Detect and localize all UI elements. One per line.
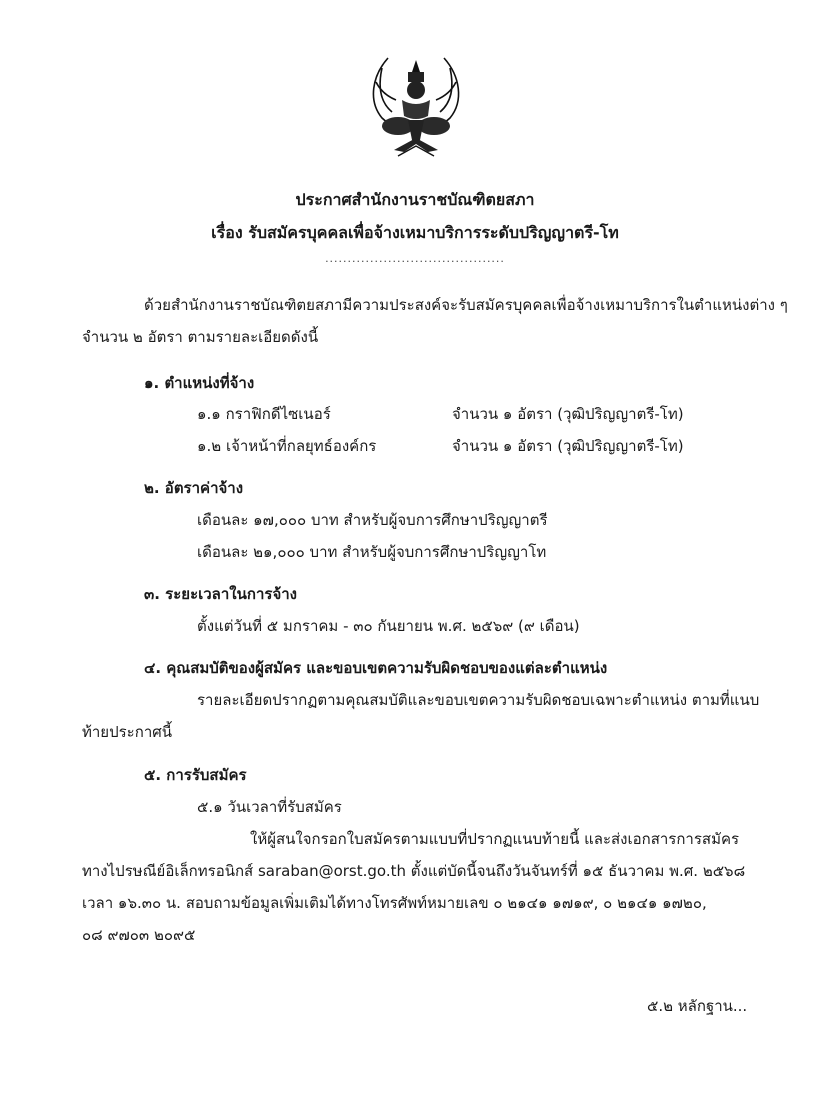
section-4-heading: ๔. คุณสมบัติของผู้สมัคร และขอบเขตความรับผิดชอบของแต่ละตำแหน่ง	[144, 659, 608, 677]
garuda-emblem-icon	[358, 46, 474, 164]
continuation-marker: ๕.๒ หลักฐาน...	[647, 997, 748, 1015]
para-2-prefix: ทางไปรษณีย์อิเล็กทรอนิกส์	[82, 862, 258, 880]
position-2-label: ๑.๒ เจ้าหน้าที่กลยุทธ์องค์กร	[197, 437, 377, 455]
wage-bachelor: เดือนละ ๑๗,๐๐๐ บาท สำหรับผู้จบการศึกษาปริญญาตรี	[197, 511, 548, 529]
section-5-heading: ๕. การรับสมัคร	[144, 766, 247, 784]
intro-line-2: จำนวน ๒ อัตรา ตามรายละเอียดดังนี้	[82, 328, 319, 346]
position-1-detail: จำนวน ๑ อัตรา (วุฒิปริญญาตรี-โท)	[452, 405, 684, 423]
intro-line-1: ด้วยสำนักงานราชบัณฑิตยสภามีความประสงค์จะรับสมัครบุคคลเพื่อจ้างเหมาบริการในตำแหน่งต่าง ๆ	[144, 296, 788, 314]
separator-dots: ........................................	[325, 252, 505, 265]
section-4-line-2: ท้ายประกาศนี้	[82, 723, 173, 741]
section-5-1-para-3: เวลา ๑๖.๓๐ น. สอบถามข้อมูลเพิ่มเติมได้ทางโทรศัพท์หมายเลข ๐ ๒๑๔๑ ๑๗๑๙, ๐ ๒๑๔๑ ๑๗๒๐,	[82, 894, 707, 912]
section-3-heading: ๓. ระยะเวลาในการจ้าง	[144, 585, 297, 603]
announcement-title: ประกาศสำนักงานราชบัณฑิตยสภา	[295, 190, 535, 209]
section-5-1-para-4: ๐๘ ๙๗๐๓ ๒๐๙๕	[82, 926, 196, 944]
employment-period: ตั้งแต่วันที่ ๕ มกราคม - ๓๐ กันยายน พ.ศ. ๒๕๖๙ (๙ เดือน)	[197, 617, 580, 635]
position-2-detail: จำนวน ๑ อัตรา (วุฒิปริญญาตรี-โท)	[452, 437, 684, 455]
section-5-1-heading: ๕.๑ วันเวลาที่รับสมัคร	[197, 798, 342, 816]
position-1-label: ๑.๑ กราฟิกดีไซเนอร์	[197, 405, 331, 423]
wage-master: เดือนละ ๒๑,๐๐๐ บาท สำหรับผู้จบการศึกษาปริญญาโท	[197, 543, 547, 561]
para-2-suffix: ตั้งแต่บัดนี้จนถึงวันจันทร์ที่ ๑๕ ธันวาคม พ.ศ. ๒๕๖๘	[405, 862, 746, 880]
section-2-heading: ๒. อัตราค่าจ้าง	[144, 479, 244, 497]
announcement-subject: เรื่อง รับสมัครบุคคลเพื่อจ้างเหมาบริการระดับปริญญาตรี-โท	[211, 223, 619, 242]
section-5-1-para-1: ให้ผู้สนใจกรอกใบสมัครตามแบบที่ปรากฏแนบท้ายนี้ และส่งเอกสารการสมัคร	[250, 830, 740, 848]
email-link[interactable]: saraban@orst.go.th	[257, 862, 406, 880]
section-5-1-para-2	[82, 861, 745, 881]
section-1-heading: ๑. ตำแหน่งที่จ้าง	[144, 374, 255, 392]
section-4-line-1: รายละเอียดปรากฏตามคุณสมบัติและขอบเขตความรับผิดชอบเฉพาะตำแหน่ง ตามที่แนบ	[197, 691, 760, 709]
